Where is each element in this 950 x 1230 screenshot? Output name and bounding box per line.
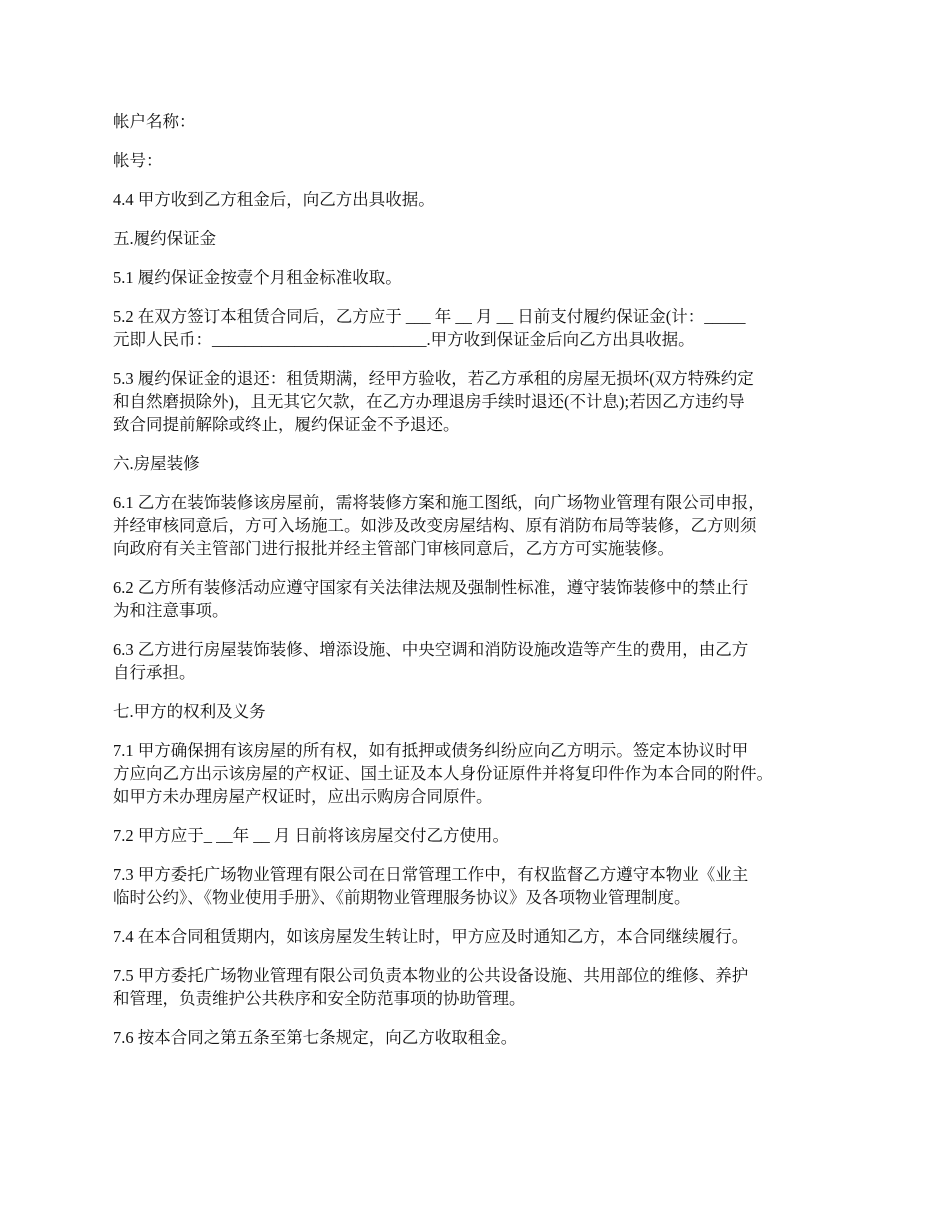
text-line: 致合同提前解除或终止，履约保证金不予退还。 bbox=[113, 415, 460, 434]
paragraph bbox=[113, 576, 853, 622]
text-line: 五.履约保证金 bbox=[113, 229, 217, 248]
text-line: 7.3 甲方委托广场物业管理有限公司在日常管理工作中，有权监督乙方遵守本物业《业主 bbox=[113, 865, 749, 884]
text-line: 元即人民币：__________________________.甲方收到保证金后向乙方出具收据。 bbox=[113, 330, 695, 349]
paragraph bbox=[113, 452, 853, 475]
paragraph bbox=[113, 227, 853, 250]
text-line: 和自然磨损除外)，且无其它欠款，在乙方办理退房手续时退还(不计息);若因乙方违约导 bbox=[113, 392, 745, 411]
text-line: 七.甲方的权利及义务 bbox=[113, 702, 266, 721]
paragraph bbox=[113, 491, 853, 560]
paragraph bbox=[113, 149, 853, 172]
paragraph bbox=[113, 367, 853, 436]
text-line: 为和注意事项。 bbox=[113, 601, 229, 620]
paragraph bbox=[113, 638, 853, 684]
text-line: 4.4 甲方收到乙方租金后，向乙方出具收据。 bbox=[113, 190, 435, 209]
text-line: 如甲方未办理房屋产权证时，应出示购房合同原件。 bbox=[113, 787, 493, 806]
paragraph bbox=[113, 700, 853, 723]
paragraph bbox=[113, 110, 853, 133]
text-line: 方应向乙方出示该房屋的产权证、国土证及本人身份证原件并将复印件作为本合同的附件。 bbox=[113, 764, 773, 783]
text-line: 并经审核同意后，方可入场施工。如涉及改变房屋结构、原有消防布局等装修，乙方则须 bbox=[113, 516, 757, 535]
paragraph bbox=[113, 863, 853, 909]
text-line: 和管理，负责维护公共秩序和安全防范事项的协助管理。 bbox=[113, 989, 526, 1008]
text-line: 7.4 在本合同租赁期内，如该房屋发生转让时，甲方应及时通知乙方，本合同继续履行。 bbox=[113, 927, 749, 946]
paragraph bbox=[113, 824, 853, 847]
text-line: 六.房屋装修 bbox=[113, 454, 200, 473]
paragraph bbox=[113, 1026, 853, 1049]
text-line: 7.5 甲方委托广场物业管理有限公司负责本物业的公共设备设施、共用部位的维修、养护 bbox=[113, 966, 749, 985]
text-line: 帐号： bbox=[113, 151, 163, 170]
paragraph bbox=[113, 305, 853, 351]
text-line: 5.2 在双方签订本租赁合同后，乙方应于 ___ 年 __ 月 __ 日前支付履约保证金(计：_____ bbox=[113, 307, 746, 326]
text-line: 6.2 乙方所有装修活动应遵守国家有关法律法规及强制性标准，遵守装饰装修中的禁止行 bbox=[113, 578, 749, 597]
text-line: 7.1 甲方确保拥有该房屋的所有权，如有抵押或债务纠纷应向乙方明示。签定本协议时甲 bbox=[113, 741, 749, 760]
text-line: 5.1 履约保证金按壹个月租金标准收取。 bbox=[113, 268, 402, 287]
text-line: 6.1 乙方在装饰装修该房屋前，需将装修方案和施工图纸，向广场物业管理有限公司申报， bbox=[113, 493, 765, 512]
text-line: 临时公约》、《物业使用手册》、《前期物业管理服务协议》及各项物业管理制度。 bbox=[113, 888, 691, 907]
paragraph bbox=[113, 188, 853, 211]
text-line: 帐户名称： bbox=[113, 112, 196, 131]
text-line: 自行承担。 bbox=[113, 663, 196, 682]
text-line: 5.3 履约保证金的退还：租赁期满，经甲方验收，若乙方承租的房屋无损坏(双方特殊约定 bbox=[113, 369, 754, 388]
paragraph bbox=[113, 739, 853, 808]
text-line: 向政府有关主管部门进行报批并经主管部门审核同意后，乙方方可实施装修。 bbox=[113, 539, 674, 558]
paragraph bbox=[113, 925, 853, 948]
paragraph bbox=[113, 964, 853, 1010]
document-body bbox=[113, 110, 853, 1065]
paragraph bbox=[113, 266, 853, 289]
text-line: 7.2 甲方应于_ __年 __ 月 日前将该房屋交付乙方使用。 bbox=[113, 826, 509, 845]
text-line: 6.3 乙方进行房屋装饰装修、增添设施、中央空调和消防设施改造等产生的费用，由乙方 bbox=[113, 640, 749, 659]
text-line: 7.6 按本合同之第五条至第七条规定，向乙方收取租金。 bbox=[113, 1028, 518, 1047]
